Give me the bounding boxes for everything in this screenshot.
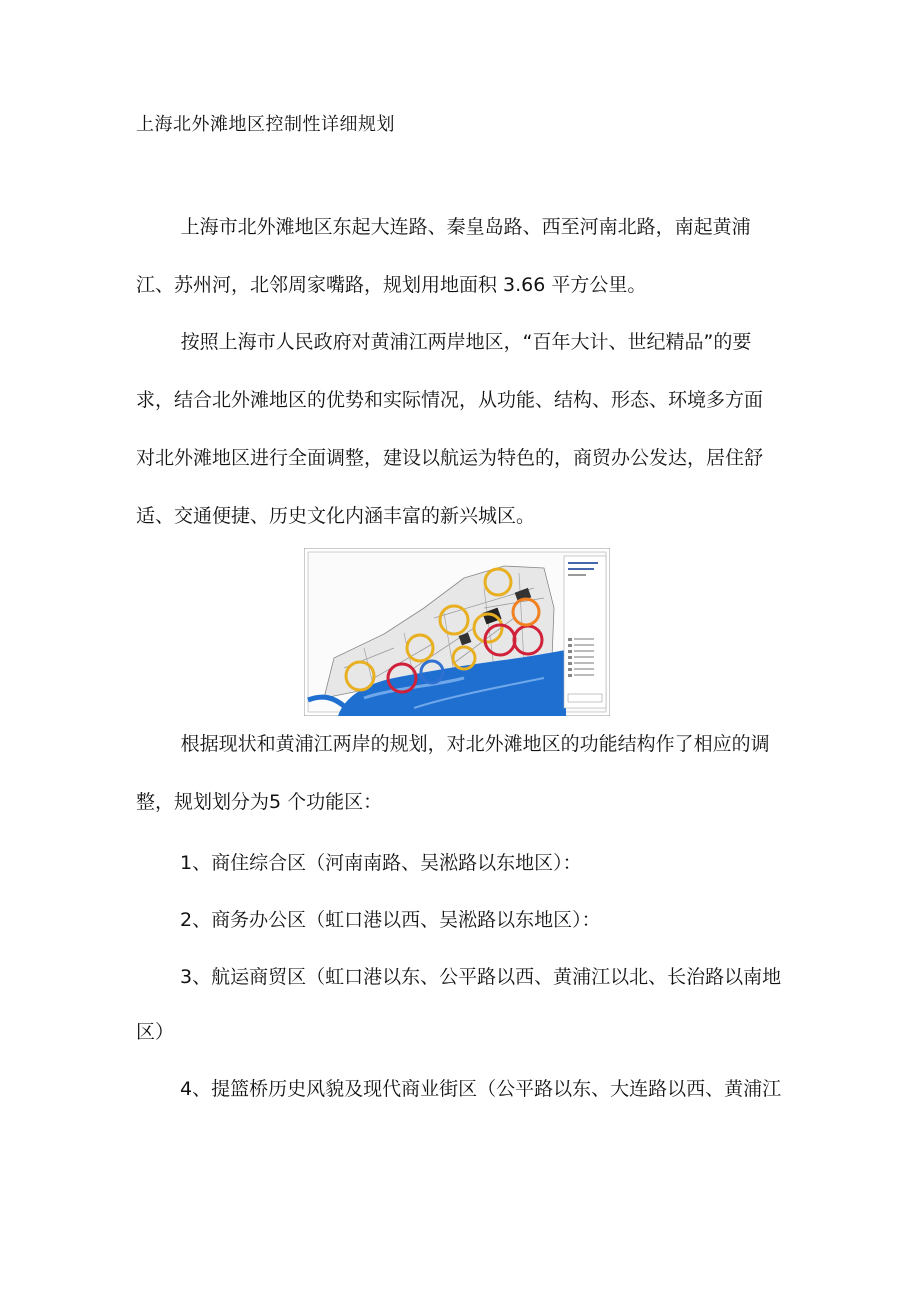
list-item: 1、商住综合区（河南南路、吴淞路以东地区）： [180,852,582,874]
list-item: 3、航运商贸区（虹口港以东、公平路以西、黄浦江以北、长治路以南地 [180,966,782,988]
paragraph-scope: 上海市北外滩地区东起大连路、秦皇岛路、西至河南北路，南起黄浦江、苏州河，北邻周家嘴路，规划用地面积 3.66 平方公里。 [136,216,751,296]
list-item: 4、提篮桥历史风貌及现代商业街区（公平路以东、大连路以西、黄浦江 [180,1078,782,1100]
list-item-continuation: 区） [136,1021,175,1043]
paragraph-requirements: 按照上海市人民政府对黄浦江两岸地区，“百年大计、世纪精品”的要求，结合北外滩地区的优势和实际情况，从功能、结构、形态、环境多方面对北外滩地区进行全面调整，建设以航运为特色的，商贸办公发达，居住舒适、交通便捷、历史文化内涵丰富的新兴城区。 [136,331,764,527]
map-legend [564,556,606,708]
planning-map-image [304,548,610,716]
document-title: 上海北外滩地区控制性详细规划 [136,114,395,135]
planning-map-figure [304,548,610,716]
list-item: 2、商务办公区（虹口港以西、吴淞路以东地区）： [180,909,601,931]
paragraph-function-zones: 根据现状和黄浦江两岸的规划，对北外滩地区的功能结构作了相应的调整，规划划分为5 个功能区： [136,733,770,813]
